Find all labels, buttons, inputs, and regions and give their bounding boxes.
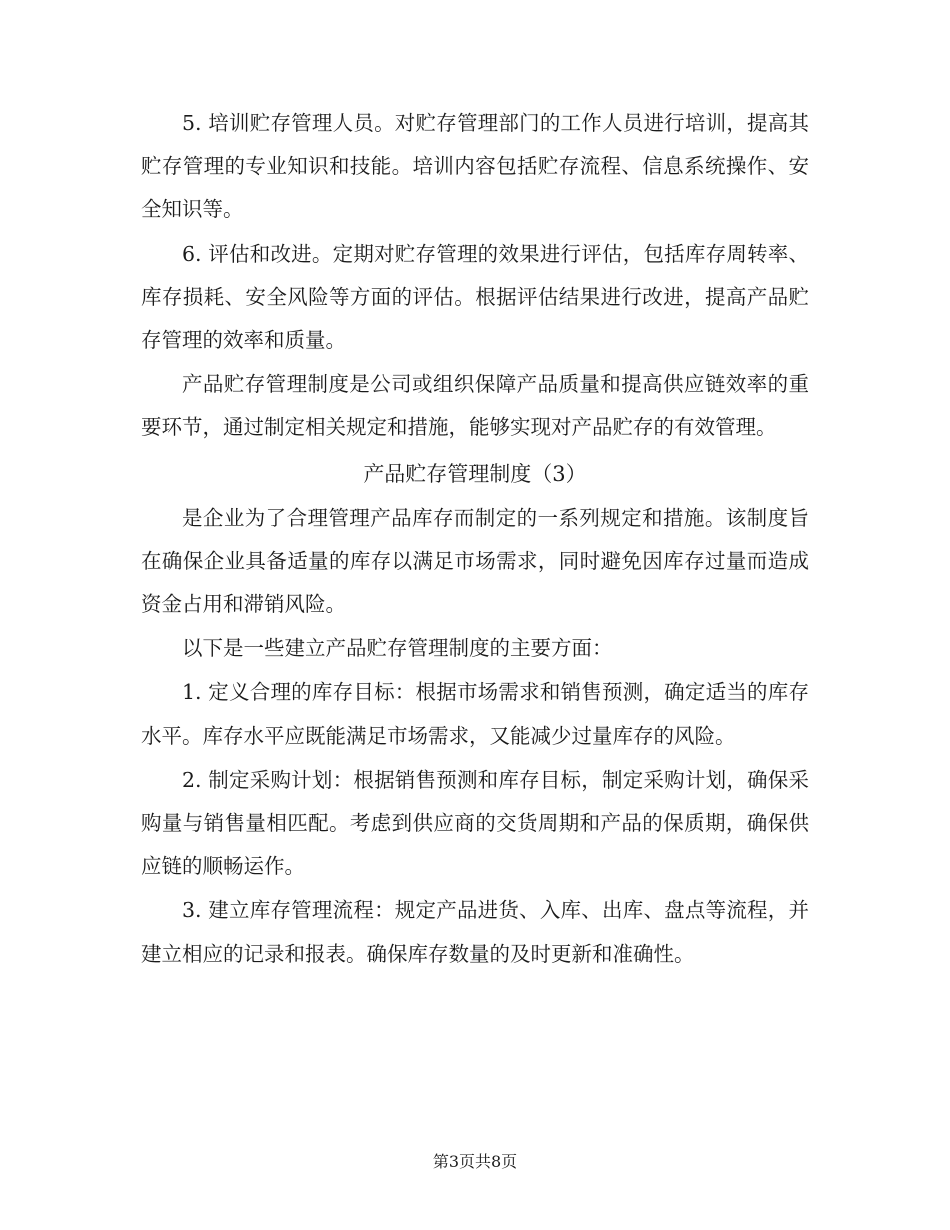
paragraph-intro: 是企业为了合理管理产品库存而制定的一系列规定和措施。该制度旨在确保企业具备适量的库存以满足市场需求，同时避免因库存过量而造成资金占用和滞销风险。 [141, 505, 809, 617]
paragraph-aspects-lead: 以下是一些建立产品贮存管理制度的主要方面： [182, 636, 613, 661]
paragraph-summary: 产品贮存管理制度是公司或组织保障产品质量和提高供应链效率的重要环节，通过制定相关规定和措施，能够实现对产品贮存的有效管理。 [141, 372, 809, 440]
paragraph-inventory-process: 3. 建立库存管理流程：规定产品进货、入库、出库、盘点等流程，并建立相应的记录和报表。确保库存数量的及时更新和准确性。 [141, 898, 809, 966]
paragraph-purchase-plan: 2. 制定采购计划：根据销售预测和库存目标，制定采购计划，确保采购量与销售量相匹配。考虑到供应商的交货周期和产品的保质期，确保供应链的顺畅运作。 [141, 767, 809, 879]
paragraph-inventory-target: 1. 定义合理的库存目标：根据市场需求和销售预测，确定适当的库存水平。库存水平应既能满足市场需求，又能减少过量库存的风险。 [141, 680, 809, 748]
paragraph-evaluation: 6. 评估和改进。定期对贮存管理的效果进行评估，包括库存周转率、库存损耗、安全风险等方面的评估。根据评估结果进行改进，提高产品贮存管理的效率和质量。 [141, 241, 809, 353]
page-content [141, 102, 809, 977]
paragraph-training: 5. 培训贮存管理人员。对贮存管理部门的工作人员进行培训，提高其贮存管理的专业知识和技能。培训内容包括贮存流程、信息系统操作、安全知识等。 [141, 111, 809, 222]
section-heading: 产品贮存管理制度（3） [363, 461, 587, 486]
page-number-footer: 第3页共8页 [432, 1152, 518, 1171]
